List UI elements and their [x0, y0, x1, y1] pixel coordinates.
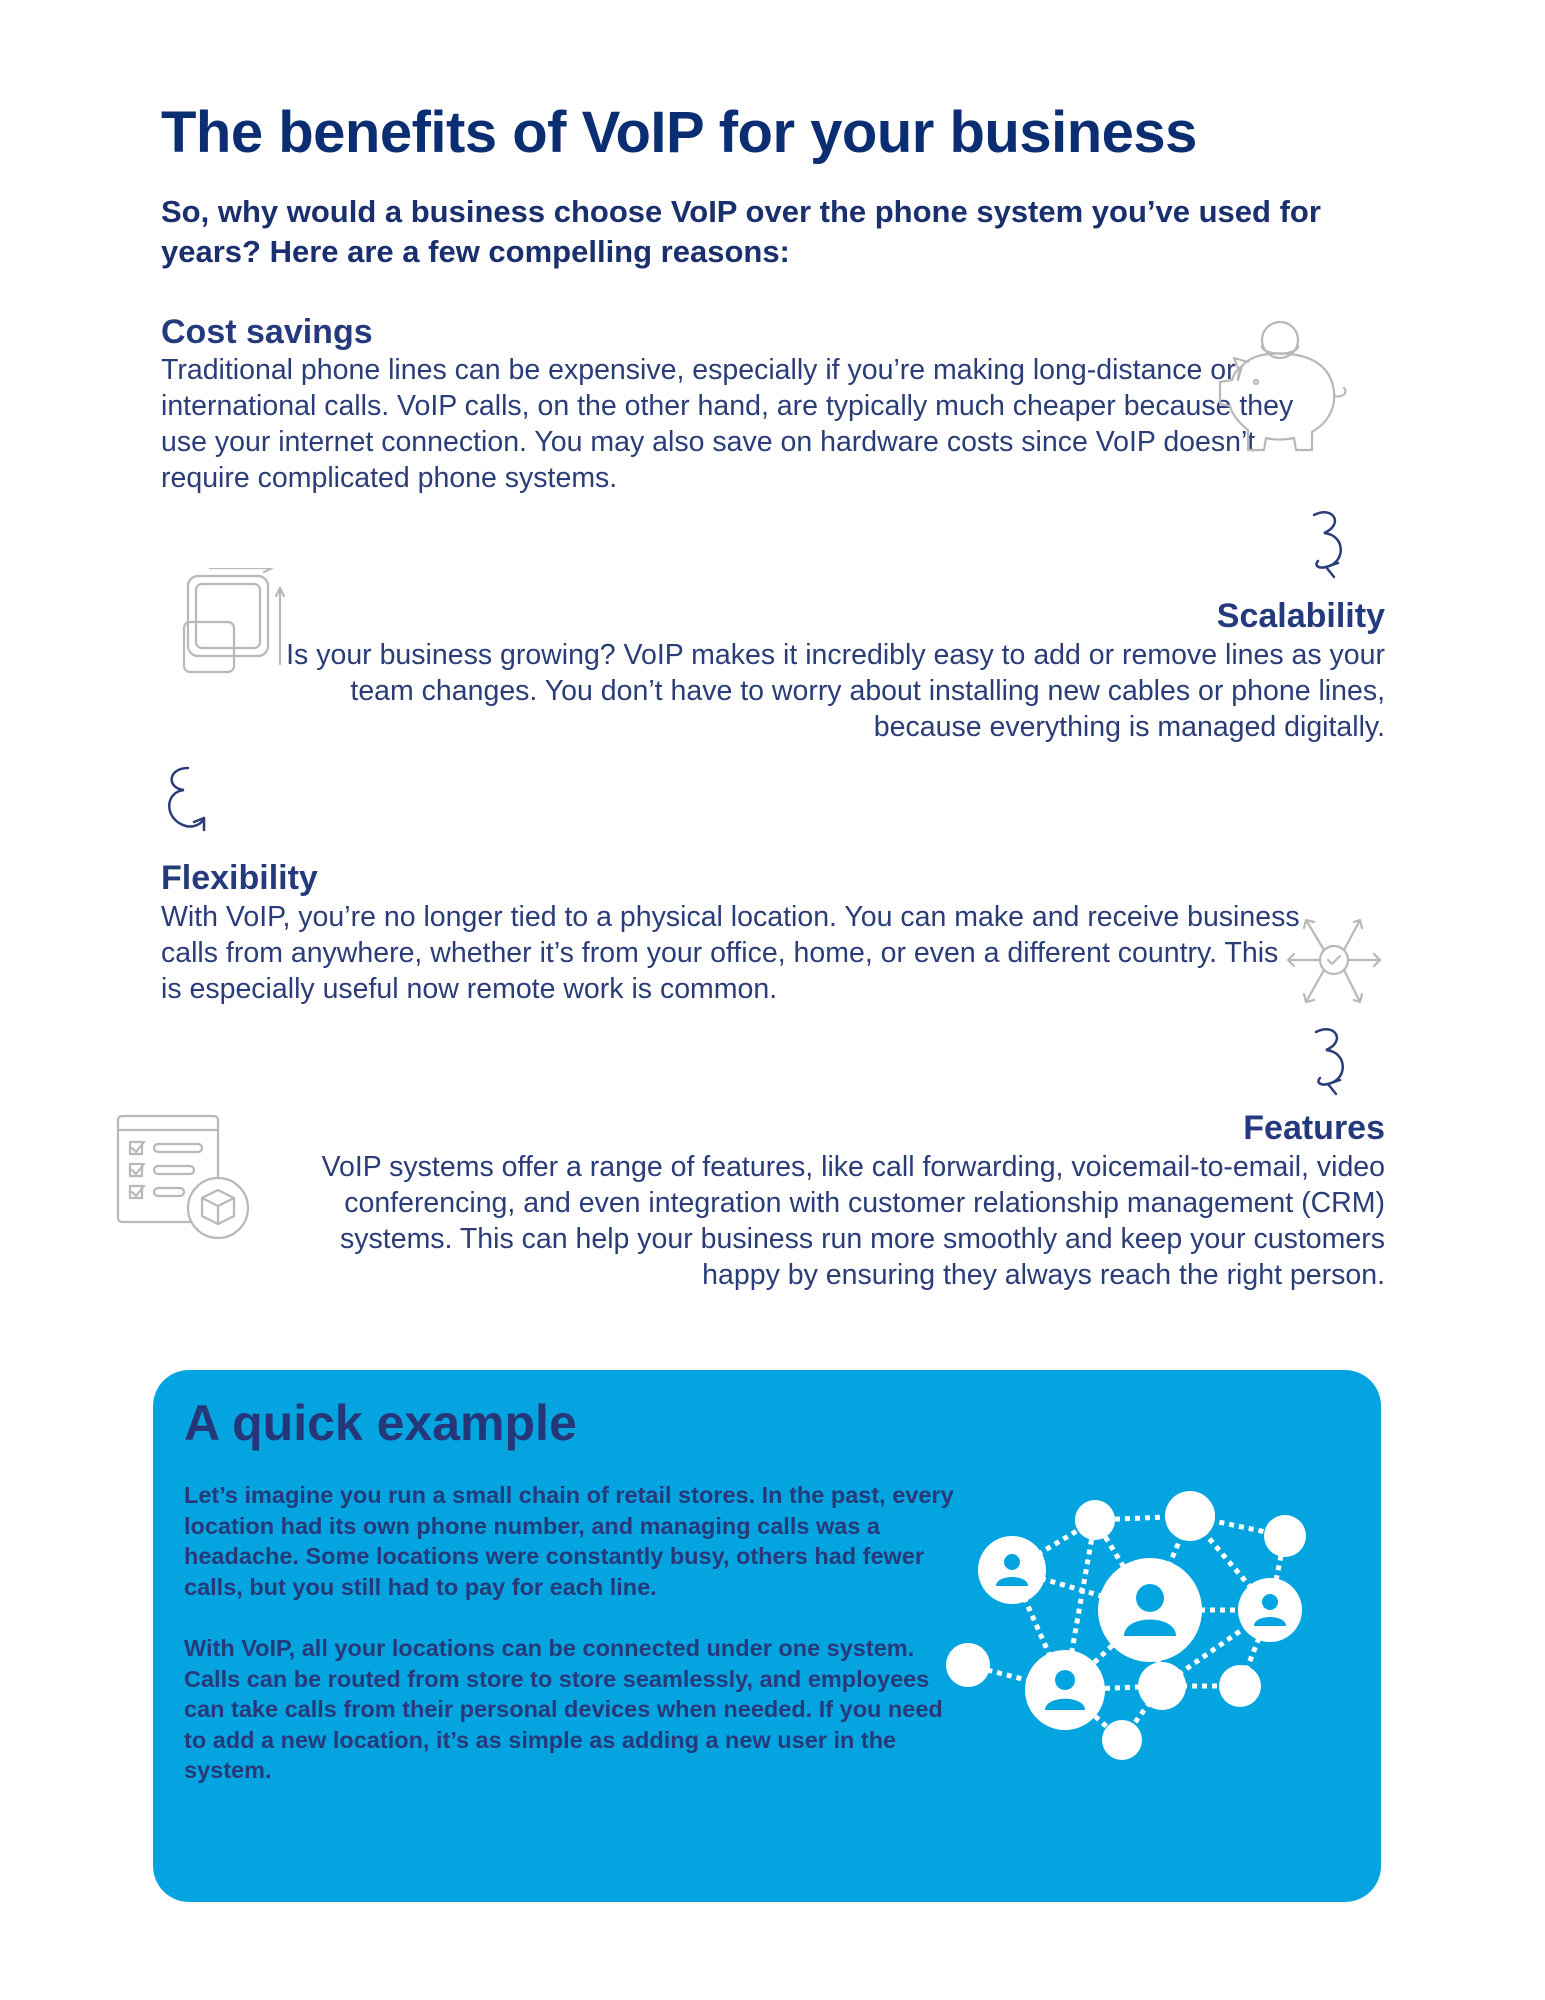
intro-text: So, why would a business choose VoIP over the phone system you’ve used for years? Here are a few compelling reasons:: [161, 194, 1321, 269]
section-heading-features: Features: [1243, 1109, 1385, 1147]
example-paragraph: With VoIP, all your locations can be connected under one system. Calls can be routed from store to store seamlessly, and employees can take calls from their personal devices when needed. If you need to add a new location, it’s as simple as adding a new user in the system.: [184, 1635, 943, 1783]
section-heading-scalability: Scalability: [1216, 597, 1385, 635]
section-body-scalability: Is your business growing? VoIP makes it incredibly easy to add or remove lines as your team changes. You don’t have to worry about installing new cables or phone lines, because everything is managed digitally.: [286, 639, 1385, 743]
page-title: The benefits of VoIP for your business: [161, 100, 1197, 165]
section-heading-flexibility: Flexibility: [161, 859, 318, 897]
example-paragraph: Let’s imagine you run a small chain of retail stores. In the past, every location had its own phone number, and managing calls was a headache. Some locations were constantly busy, others had fewer calls, but you still had to pay for each line.: [184, 1482, 954, 1600]
example-body: [184, 1480, 954, 1817]
user-network-icon: [940, 1490, 1340, 1780]
piggy-bank-icon: [1208, 318, 1353, 458]
section-heading-cost-savings: Cost savings: [161, 313, 373, 351]
section-body-flexibility: With VoIP, you’re no longer tied to a physical location. You can make and receive business calls from anywhere, whether it’s from your office, home, or even a different country. This is especially useful now remote work is common.: [161, 901, 1300, 1005]
example-title: A quick example: [184, 1395, 577, 1451]
multi-direction-arrows-icon: [1284, 910, 1384, 1010]
squiggle-arrow-icon: [1302, 1022, 1362, 1102]
squiggle-arrow-icon: [1300, 505, 1360, 585]
squiggle-arrow-icon: [158, 760, 218, 840]
section-body-features: VoIP systems offer a range of features, like call forwarding, voicemail-to-email, video conferencing, and even integration with customer relationship management (CRM) systems. This can help your business run more smoothly and keep your customers happy by ensuring they always reach the right person.: [321, 1151, 1385, 1291]
section-body-cost-savings: Traditional phone lines can be expensive, especially if you’re making long-distance or international calls. VoIP calls, on the other hand, are typically much cheaper because they use your internet connection. You may also save on hardware costs since VoIP doesn’t require complicated phone systems.: [161, 354, 1294, 494]
checklist-package-icon: [114, 1112, 254, 1242]
